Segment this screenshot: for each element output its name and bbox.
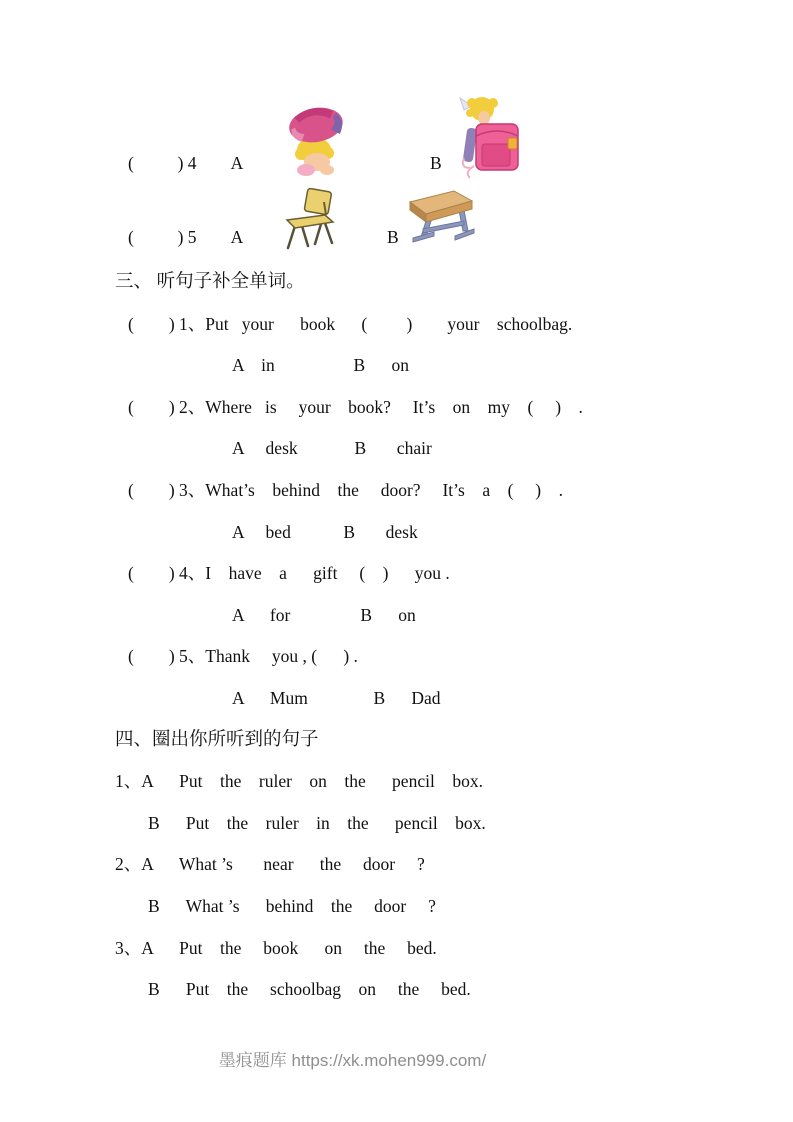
s3-question-4: ( ) 4、I have a gift ( ) you . [128, 563, 450, 584]
s3-question-2: ( ) 2、Where is your book? It’s on my ( ) . [128, 396, 583, 417]
s3-options-4: A for B on [232, 604, 416, 625]
s3-question-3: ( ) 3、What’s behind the door? It’s a ( ) . [128, 479, 563, 500]
s4-item-2-a: 2、A What ’s near the door ? [115, 854, 425, 875]
s4-item-3-a: 3、A Put the book on the bed. [115, 937, 437, 958]
section-three-title: 三、 听句子补全单词。 [115, 272, 305, 292]
s4-item-1-a: 1、A Put the ruler on the pencil box. [115, 771, 483, 792]
match-4-prefix: ( ) 4 A [128, 152, 244, 173]
listening-match-row-4 [128, 92, 793, 180]
girl-with-schoolbag-image [452, 94, 532, 180]
footer-watermark: 墨痕题库 https://xk.mohen999.com/ [218, 1051, 487, 1070]
s3-options-1: A in B on [232, 355, 409, 376]
s3-options-2: A desk B chair [232, 438, 432, 459]
s4-item-3-b: B Put the schoolbag on the bed. [148, 979, 471, 1000]
s4-item-1-b: B Put the ruler in the pencil box. [148, 812, 486, 833]
s3-question-5: ( ) 5、Thank you , ( ) . [128, 646, 358, 667]
match-5-prefix: ( ) 5 A [128, 226, 244, 247]
s3-options-5: A Mum B Dad [232, 687, 441, 708]
match-5-option-b-label: B [387, 226, 399, 247]
girl-wearing-hat-image [285, 98, 347, 180]
match-4-option-b-label: B [430, 152, 442, 173]
s3-question-1: ( ) 1、Put your book ( ) your schoolbag. [128, 313, 573, 334]
listening-match-row-5 [128, 186, 793, 258]
s3-options-3: A bed B desk [232, 521, 418, 542]
s4-item-2-b: B What ’s behind the door ? [148, 895, 436, 916]
section-four-title: 四、圈出你所听到的句子 [115, 729, 319, 750]
worksheet-body [115, 262, 793, 1011]
desk-image [404, 188, 476, 246]
chair-image [283, 188, 337, 252]
